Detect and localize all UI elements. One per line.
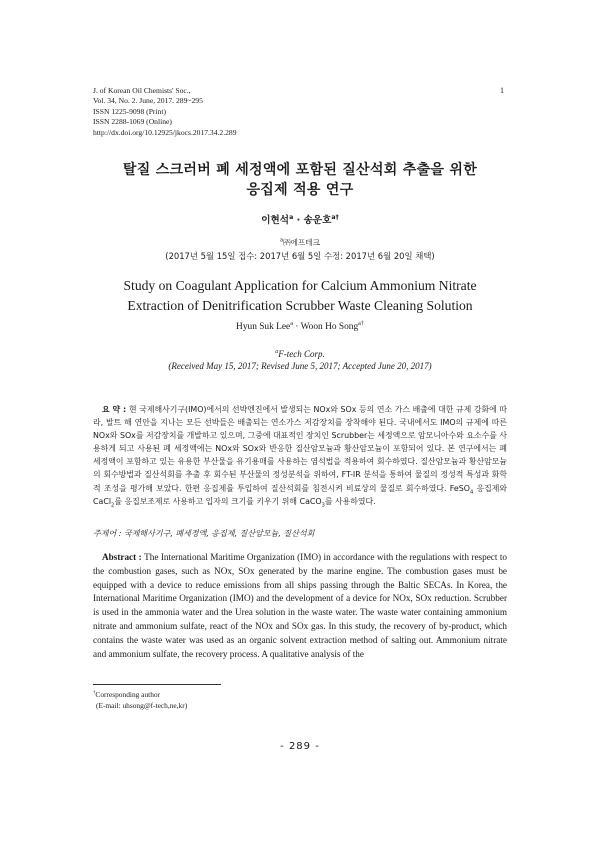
english-title-line2: Extraction of Denitrification Scrubber Waste Cleaning Solution (127, 298, 473, 313)
journal-name: J. of Korean Oil Chemists' Soc., (93, 86, 191, 95)
english-author-2: Woon Ho Song (300, 322, 359, 332)
korean-abstract-body-4: 를 사용하였다. (324, 496, 376, 506)
english-abstract-body: The International Maritime Organization (IMO) in accordance with the regulations with respect to the combustion gases, such as NOx, SOx generated by the marine engine. The combustion gases must be equipped with a device to reduce emissions from all ships passing through the Baltic SECAs. In Korea, the International Maritime Organization (IMO) and the development of a device for NOx, SOx reduction. Scrubber is used in the ammonia water and the Urea solution in the waste water. The waste water containing ammonium nitrate and ammonium sulfate, react of the NOx and SOx gas. In this study, the recovery of by-product, which contains the waste water was used as an organic solvent extraction method of salting out. Ammonium nitrate and ammonium sulfate, the recovery process. A qualitative analysis of the (93, 552, 507, 659)
korean-abstract-label: 요 약 : (102, 405, 129, 414)
journal-volume: Vol. 34, No. 2. June, 2017. 289~295 (93, 96, 203, 106)
english-abstract (93, 551, 507, 661)
korean-author-1: 이현석 (261, 215, 290, 226)
issn-online: ISSN 2288-1069 (Online) (93, 117, 172, 127)
korean-title-line1: 탈질 스크러버 폐 세정액에 포함된 질산석회 추출을 위한 (122, 162, 478, 178)
korean-author-1-mark: a (289, 213, 294, 221)
doi-link[interactable]: http://dx.doi.org/10.12925/jkocs.2017.34.2.289 (93, 127, 237, 137)
subscript-4: 4 (469, 489, 474, 496)
english-author-2-mark: a† (358, 320, 364, 327)
korean-title-line2: 응집제 적용 연구 (246, 182, 354, 198)
corresponding-email: (E-mail: uhsong@f-tech,ne,kr) (96, 701, 188, 710)
english-title-line1: Study on Coagulant Application for Calcium Ammonium Nitrate (123, 278, 477, 293)
english-author-1: Hyun Suk Lee (236, 322, 291, 332)
author-separator: · (292, 322, 301, 332)
english-dates: (Received May 15, 2017; Revised June 5, 2017; Accepted June 20, 2017) (168, 361, 432, 371)
korean-title (0, 160, 600, 200)
korean-author-2-mark: a† (331, 213, 339, 221)
corresponding-author-label: Corresponding author (95, 690, 161, 699)
dagger-mark: † (93, 690, 96, 696)
subscript-3: 3 (321, 502, 325, 509)
english-abstract-label: Abstract : (102, 552, 145, 562)
journal-header (93, 86, 237, 138)
english-affiliation-text: F-tech Corp. (278, 349, 325, 359)
korean-affiliation (0, 237, 600, 248)
korean-abstract (93, 403, 507, 508)
korean-authors (0, 212, 600, 226)
page-number: - 289 - (280, 741, 320, 752)
korean-author-2: 송운호 (303, 215, 332, 226)
english-affiliation (0, 349, 600, 359)
english-author-1-mark: a (290, 320, 293, 327)
english-authors (0, 322, 600, 332)
korean-keywords: 주제어 : 국제해사기구, 폐세정액, 응집제, 질산암모늄, 질산석회 (93, 529, 315, 538)
korean-dates: (2017년 5월 15일 접수: 2017년 6월 5일 수정: 2017년 6월 20일 채택) (165, 251, 435, 261)
korean-affiliation-text: ㈜에프테크 (283, 238, 320, 247)
korean-affiliation-mark: a (280, 237, 284, 244)
subscript-2: 2 (111, 502, 115, 509)
footnote-divider (93, 684, 221, 685)
korean-abstract-body-1: 현 국제해사기구(IMO)에서의 선박엔진에서 발생되는 NOx와 SOx 등의 연소 가스 배출에 대한 규제 강화에 따라, 발트 해 연안을 지나는 모든 선박들은 배출되는 연소가스 저감장치를 장착해야 된다. 국내에서도 IMO의 규제에 따른 NOx와 SOx를 저감장치를 개발하고 있으며, 그중에 대표적인 장치인 Scrubber는 세정액으로 암모니아수와 요소수를 사용하게 되고 사용된 폐 세정액에는 NOx와 SOx와 반응한 질산암모늄과 황산암모늄이 포함되어 있다. 본 연구에서는 폐 세정액이 포함하고 있는 유용한 부산물을 유기용매를 사용하는 염석법을 적용하여 회수하였다. 질산암모늄과 황산암모늄의 회수방법과 질산석회를 추출 후 회수된 부산물의 정성분석을 위하여, FT-IR 분석을 통하여 물질의 정성적 특성과 화학적 조성을 평가해 보았다. 한편 응집제를 투입하여 질산석회를 침전시켜 비료상의 물질로 회수하였다. FeSO (93, 405, 507, 493)
english-affiliation-mark: a (275, 349, 279, 355)
author-separator: · (293, 215, 304, 226)
page-marker: 1 (500, 86, 504, 95)
korean-abstract-body-2: 응집제와 CaCl (93, 483, 507, 506)
footnote (93, 689, 187, 711)
korean-abstract-body-3: 를 응집보조제로 사용하고 입자의 크기를 키우기 위해 CaCO (114, 496, 322, 506)
issn-print: ISSN 1225-9098 (Print) (93, 106, 166, 116)
english-title (0, 276, 600, 316)
